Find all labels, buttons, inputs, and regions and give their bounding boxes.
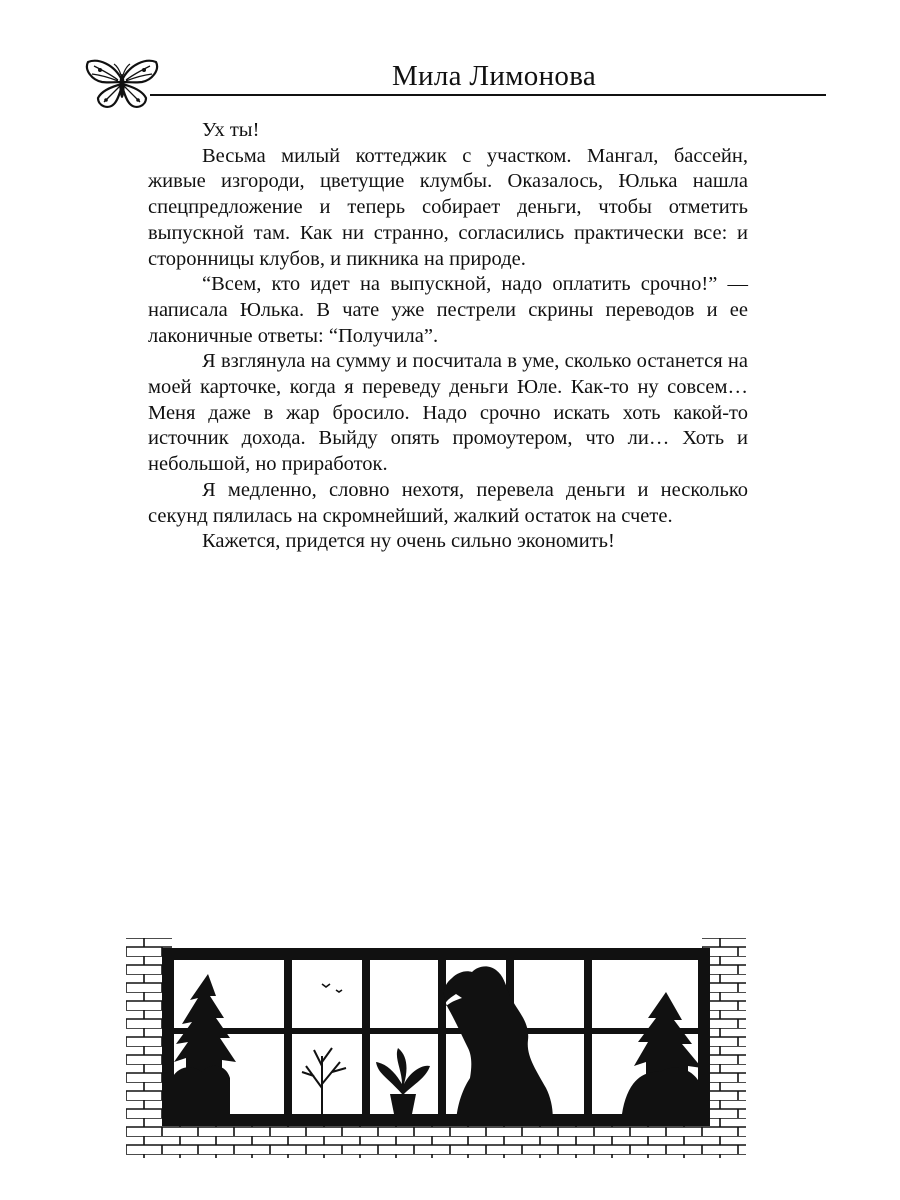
bare-tree bbox=[302, 1048, 346, 1114]
paragraph: Ух ты! bbox=[202, 119, 260, 141]
butterfly-icon bbox=[84, 58, 160, 110]
tree-silhouettes bbox=[172, 974, 702, 1114]
paragraph: “Всем, кто идет на выпускной, надо оплатить срочно!” — написала Юлька. В чате уже пестрели скрины переводов и ее лаконичные ответы: “Получила”. bbox=[148, 273, 748, 347]
woman-silhouette bbox=[444, 966, 553, 1126]
paragraph: Весьма милый коттеджик с участком. Мангал, бассейн, живые изгороди, цветущие клумбы. Оказалось, Юлька нашла спецпредложение и теперь собирает деньги, чтобы отметить выпускной там. Как ни странно, согласились практически все: и сторонницы клубов, и пикника на природе. bbox=[148, 144, 748, 270]
brick-wall-bottom bbox=[126, 1122, 746, 1158]
potted-plant bbox=[376, 1048, 430, 1114]
paragraph: Я взглянула на сумму и посчитала в уме, сколько останется на моей карточке, когда я переведу деньги Юле. Как-то ну совсем… Меня даже в жар бросило. Надо срочно искать хоть какой-то источник дохода. Выйду опять промоутером, что ли… Хоть и небольшой, но приработок. bbox=[148, 350, 748, 476]
paragraph: Кажется, придется ну очень сильно экономить! bbox=[202, 530, 615, 553]
author-name: Мила Лимонова bbox=[391, 60, 597, 92]
paragraph: Я медленно, словно нехотя, перевела деньги и несколько секунд пялилась на скромнейший, жалкий остаток на счете. bbox=[148, 478, 748, 527]
chapter-text bbox=[148, 118, 748, 555]
running-header bbox=[84, 56, 826, 112]
header-rule bbox=[150, 94, 826, 96]
birds bbox=[322, 984, 342, 992]
window-silhouette-illustration bbox=[126, 938, 746, 1158]
